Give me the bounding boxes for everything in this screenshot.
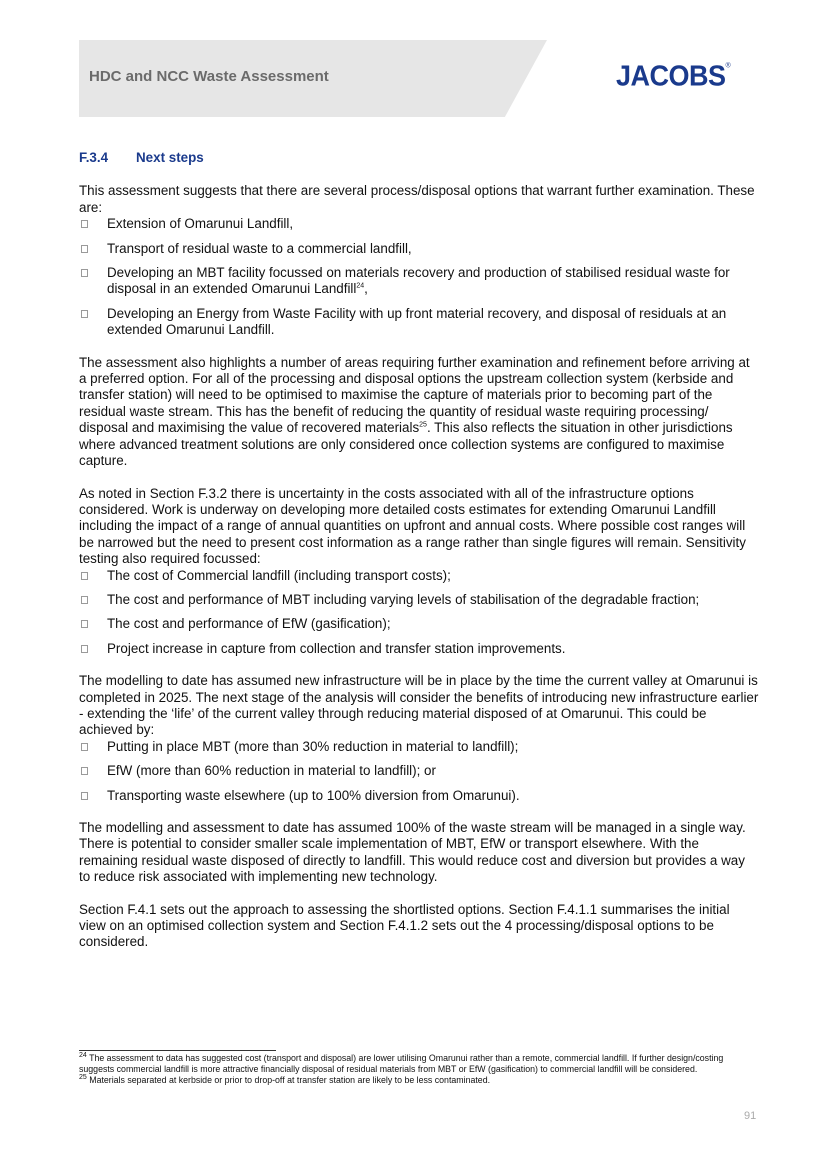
list-item [79,568,759,584]
list-item-text: Extension of Omarunui Landfill, [107,216,294,232]
list-item-text: Developing an MBT facility focussed on materials recovery and production of stabilised residual waste for disposal in an extended Omarunui Landfill [107,265,730,297]
list-item-text: Project increase in capture from collection and transfer station improvements. [107,640,566,656]
measures-list [79,739,759,804]
footnote [79,1053,759,1075]
sensitivity-list [79,568,759,658]
paragraph-intro: This assessment suggests that there are several process/disposal options that warrant further examination. These are: [79,183,755,215]
list-item [79,241,759,257]
list-item-text: The cost and performance of MBT including varying levels of stabilisation of the degradable fraction; [107,591,700,607]
paragraph-modelling: The modelling to date has assumed new infrastructure will be in place by the time the current valley at Omarunui is completed in 2025. The next stage of the analysis will consider the benefits of introducing new infrastructure earlier - extending the ‘life’ of the current valley through reducing material disposed of at Omarunui. This could be achieved by: [79,673,759,738]
list-item [79,592,759,608]
bullet-box-icon [81,620,88,628]
paragraph-next-sections: Section F.4.1 sets out the approach to assessing the shortlisted options. Section F.4.1.1 summarises the initial view on an optimised collection system and Section F.4.1.2 sets out the 4 processing/disposal options to be considered. [79,901,730,950]
list-item-text: Putting in place MBT (more than 30% reduction in material to landfill); [107,738,519,754]
paragraph-scale: The modelling and assessment to date has assumed 100% of the waste stream will be managed in a single way. There is potential to consider smaller scale implementation of MBT, EfW or transport elsewhere. With the remaining residual waste disposed of directly to landfill. This would reduce cost and diversion but provides a way to reduce risk associated with implementing new technology. [79,820,746,885]
jacobs-logo [616,60,730,93]
document-title: HDC and NCC Waste Assessment [89,68,329,85]
list-item [79,216,759,232]
footnote-text: The assessment to data has suggested cost (transport and disposal) are lower utilising Omarunui rather than a remote, commercial landfill. If further design/costing suggests commercial landfill is more attractive financially disposal of residual materials from MBT or EfW (gasification) to commercial landfill will be considered. [79,1053,724,1074]
section-number: F.3.4 [79,150,109,165]
bullet-box-icon [81,792,88,800]
list-item-text: The cost and performance of EfW (gasification); [107,616,391,632]
paragraph-text: . This also reflects the situation in other jurisdictions where advanced treatment solutions are only considered once collection systems are configured to maximise capture. [79,420,733,469]
bullet-box-icon [81,572,88,580]
list-item [79,265,759,298]
options-list [79,216,759,338]
footnote-ref: 25 [419,421,427,429]
footnote-number: 24 [79,1052,87,1060]
list-item [79,788,759,804]
list-item [79,739,759,755]
bullet-box-icon [81,767,88,775]
section-title: Next steps [136,150,204,165]
footnote-number: 25 [79,1074,87,1082]
page-content [79,150,759,967]
bullet-box-icon [81,596,88,604]
logo-text: JACOBS [616,60,726,92]
list-item-text: Transporting waste elsewhere (up to 100% diversion from Omarunui). [107,787,520,803]
bullet-box-icon [81,743,88,751]
bullet-box-icon [81,220,88,228]
list-item [79,763,759,779]
list-item [79,641,759,657]
list-item-text: The cost of Commercial landfill (including transport costs); [107,567,451,583]
paragraph-text: The assessment also highlights a number of areas requiring further examination and refinement before arriving at a preferred option. For all of the processing and disposal options the upstream collection system (kerbside and transfer station) will need to be optimised to maximise the capture of materials prior to becoming part of the residual waste stream. This has the benefit of reducing the quantity of residual waste requiring processing/ disposal and maximising the value of recovered materials [79,354,750,436]
page-number: 91 [744,1110,757,1122]
footnotes [79,1053,759,1086]
paragraph-costs: As noted in Section F.3.2 there is uncertainty in the costs associated with all of the infrastructure options considered. Work is underway on developing more detailed costs estimates for extending Omarunui Landfill including the impact of a range of annual quantities on upfront and annual costs. Where possible cost ranges will be narrowed but the need to present cost information as a range rather than single figures will remain. Sensitivity testing also required focussed: [79,485,746,567]
footnote-divider [79,1050,276,1051]
footnote-text: Materials separated at kerbside or prior to drop-off at transfer station are likely to be less contaminated. [86,1075,491,1085]
list-item [79,306,759,339]
footnote [79,1075,759,1086]
bullet-box-icon [81,269,88,277]
footnote-ref: 24 [356,282,365,290]
paragraph-collection [79,355,759,470]
bullet-box-icon [81,645,88,653]
bullet-box-icon [81,245,88,253]
list-item [79,616,759,632]
bullet-box-icon [81,310,88,318]
list-item-tail: , [364,281,368,297]
registered-mark: ® [725,62,731,70]
list-item-text: Transport of residual waste to a commercial landfill, [107,240,412,256]
list-item-text: Developing an Energy from Waste Facility with up front material recovery, and disposal of residuals at an extended Omarunui Landfill. [107,305,727,338]
section-heading [79,150,759,166]
list-item-text: EfW (more than 60% reduction in material to landfill); or [107,763,436,779]
